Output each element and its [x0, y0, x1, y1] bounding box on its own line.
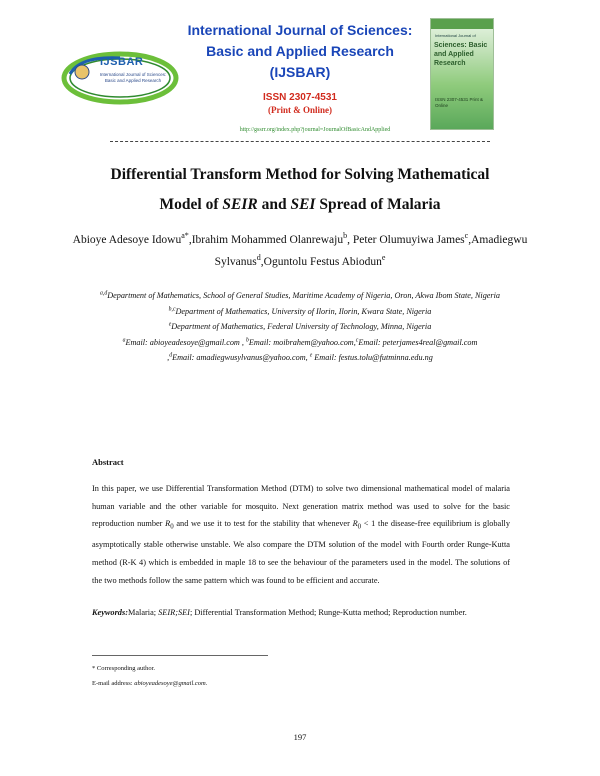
journal-title-line1: International Journal of Sciences:	[187, 22, 413, 38]
journal-title-line2: Basic and Applied Research	[206, 43, 394, 59]
affiliation-bc: $^{b,c}$Department of Mathematics, University of Ilorin, Ilorin, Kwara State, Nigeria	[168, 305, 432, 316]
logo-text: IJSBAR	[100, 56, 144, 68]
logo-subtitle: International Journal of Sciences: Basic and Applied Research	[99, 72, 167, 83]
header-divider	[110, 141, 490, 142]
paper-title-line1: Differential Transform Method for Solving Mathematical	[110, 166, 490, 183]
footnote-divider	[92, 655, 268, 656]
author-sup: b	[343, 231, 348, 241]
cover-small-text: International Journal of	[435, 33, 476, 38]
affiliations	[88, 288, 512, 366]
author-name: Amadiegwu Sylvanus	[214, 234, 528, 268]
issn: ISSN 2307-4531	[263, 92, 337, 103]
journal-logo	[60, 48, 180, 106]
email-line-2: ,$^d$Email: amadiegwusylvanus@yahoo.com, $^e$ Email: festus.tolu@futminna.edu.ng	[167, 352, 433, 362]
author-name: Oguntolu Festus Abiodun	[263, 256, 382, 268]
keywords-label: Keywords:	[92, 608, 128, 617]
print-online: (Print & Online)	[268, 105, 332, 115]
affiliation-ad: $^{a,d}$Department of Mathematics, School of General Studies, Maritime Academy of Nigeria, Oron, Akwa Ibom State, Nigeria	[100, 290, 500, 300]
paper-title	[60, 160, 540, 220]
abstract-heading: Abstract	[92, 457, 124, 467]
cover-title: Sciences: Basic and Applied Research	[434, 42, 488, 67]
author-sup: a*	[181, 231, 189, 241]
author-sup: e	[381, 253, 386, 263]
abstract-body: In this paper, we use Differential Transformation Method (DTM) to solve two dimensional mathematical model of malaria human variable and the other variable for mosquito. Next generation matrix method was used to solve for the basic reproduction number $R_0$ and we use it to test for the stability that whenever $R_0 < 1$ the disease-free equilibrium is globally asymptotically stable otherwise unstable. We also compare the DTM solution of the model with Fourth order Runge-Kutta method (R-K 4) which is embedded in maple 18 to see the behaviour of the parameters used in the model. The solutions of the two methods follow the same pattern which was found to be efficient and accurate.	[92, 484, 510, 585]
footnote-corresponding: * Corresponding author.	[92, 665, 156, 672]
journal-title	[175, 20, 425, 83]
affiliation-e: $^e$Department of Mathematics, Federal University of Technology, Minna, Nigeria	[168, 321, 432, 331]
author-name: Abioye Adesoye Idowu	[72, 234, 182, 246]
page-number: 197	[293, 732, 307, 742]
paper-title-line2: Model of SEIR and SEI Spread of Malaria	[159, 196, 441, 213]
email-line-1: $^a$Email: abioyeadesoye@gmail.com , $^b$Email: moibrahem@yahoo.com,$^c$Email: peterjames4real@gmail.com	[122, 336, 478, 347]
author-list: Abioye Adesoye Idowu$^{a*}$,Ibrahim Mohammed Olanrewaju$^b$, Peter Olumuyiwa James$^c$,Amadiegwu Sylvanus$^d$,Oguntolu Festus Abiodun$^e$	[72, 231, 528, 268]
author-name: Peter Olumuyiwa James	[352, 234, 465, 246]
journal-cover-image	[430, 18, 494, 130]
journal-title-line3: (IJSBAR)	[269, 64, 331, 80]
cover-band	[431, 19, 493, 29]
author-sup: d	[256, 253, 261, 263]
footnote-email: E-mail address: abioyeadesoye@gmail.com.	[92, 680, 208, 687]
cover-issn: ISSN 2307-4531 Print & Online	[435, 97, 484, 108]
author-sup: c	[464, 231, 469, 241]
author-name: Ibrahim Mohammed Olanrewaju	[191, 234, 344, 246]
keywords: Keywords:Malaria; SEIR;SEI; Differential Transformation Method; Runge-Kutta method; Reproduction number.	[92, 608, 467, 617]
journal-url[interactable]: http://gssrr.org/index.php?journal=JournalOfBasicAndApplied	[239, 127, 391, 133]
